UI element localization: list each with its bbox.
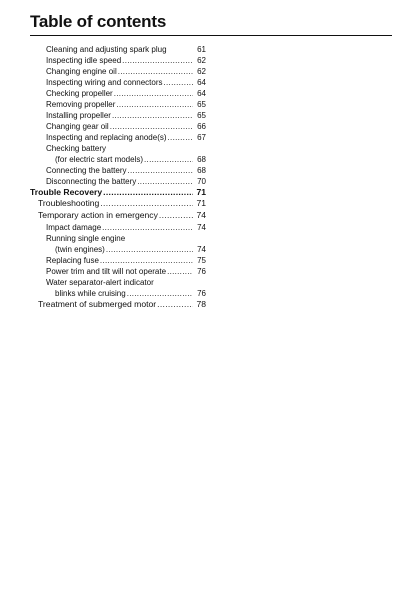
toc-entry-page-number: 64 [197, 78, 206, 87]
toc-entry-page-number: 76 [197, 266, 206, 276]
toc-entry-title: Inspecting idle speed [46, 56, 122, 65]
toc-entry-page-number: 68 [197, 155, 206, 164]
toc-entry-page-number: 70 [197, 177, 206, 186]
toc-entry[interactable] [30, 121, 206, 132]
toc-entry-title: Cleaning and adjusting spark plug [46, 45, 167, 54]
toc-entry-title: (twin engines) [55, 244, 105, 254]
toc-entry[interactable] [30, 198, 206, 210]
toc-leader-dots [112, 110, 193, 121]
toc-entry-title: Inspecting and replacing anode(s) [46, 133, 167, 142]
toc-entry[interactable] [30, 299, 206, 311]
toc-entry[interactable] [30, 88, 206, 99]
toc-entry[interactable] [30, 110, 206, 121]
toc-entry-title: blinks while cruising [55, 288, 126, 298]
toc-entry-title: Checking propeller [46, 89, 113, 98]
toc-entry[interactable] [30, 277, 206, 288]
toc-entry-title: Checking battery [46, 144, 107, 153]
toc-entry[interactable] [30, 154, 206, 165]
toc-entry-title: Power trim and tilt will not operate [46, 266, 167, 276]
toc-leader-dots [102, 222, 193, 233]
toc-entry-page-number: 66 [197, 122, 206, 131]
toc-entry-title: Removing propeller [46, 100, 116, 109]
toc-leader-dots [159, 210, 193, 222]
toc-entry-title: Inspecting wiring and connectors [46, 78, 163, 87]
toc-entry[interactable] [30, 176, 206, 187]
toc-leader-dots [157, 299, 193, 311]
page-title: Table of contents [30, 12, 167, 31]
toc-leader-dots [167, 266, 193, 277]
toc-entry[interactable] [30, 55, 206, 66]
table-of-contents [30, 44, 206, 310]
toc-entry-page-number: 74 [196, 210, 206, 220]
toc-entry-page-number: 75 [197, 255, 206, 265]
toc-entry[interactable] [30, 99, 206, 110]
toc-leader-dots [164, 77, 193, 88]
toc-entry-title: Treatment of submerged motor [38, 298, 157, 309]
toc-entry[interactable] [30, 210, 206, 222]
toc-entry-page-number: 65 [197, 100, 206, 109]
toc-entry-page-number: 74 [197, 244, 206, 254]
toc-entry-title: Changing engine oil [46, 67, 117, 76]
toc-leader-dots [116, 99, 193, 110]
toc-entry-title: Changing gear oil [46, 122, 109, 131]
toc-entry-title: Troubleshooting [38, 198, 100, 209]
toc-entry-page-number: 65 [197, 111, 206, 120]
toc-entry[interactable] [30, 165, 206, 176]
toc-leader-dots [168, 132, 193, 143]
toc-leader-dots [106, 244, 193, 255]
toc-entry-title: Temporary action in emergency [38, 210, 158, 220]
toc-entry-title: Running single engine [46, 233, 126, 243]
toc-entry-page-number: 67 [197, 133, 206, 142]
toc-leader-dots [128, 165, 194, 176]
toc-entry-page-number: 62 [197, 67, 206, 76]
toc-entry[interactable] [30, 255, 206, 266]
toc-leader-dots [127, 288, 193, 299]
toc-entry-title: Replacing fuse [46, 255, 99, 265]
toc-leader-dots [137, 176, 193, 187]
toc-entry-page-number: 78 [196, 298, 206, 309]
toc-entry[interactable] [30, 244, 206, 255]
toc-leader-dots [114, 88, 193, 99]
toc-entry[interactable] [30, 44, 206, 55]
toc-leader-dots [118, 66, 193, 77]
toc-entry-title: Impact damage [46, 222, 102, 232]
toc-entry[interactable] [30, 288, 206, 299]
toc-entry-title: Disconnecting the battery [46, 177, 137, 186]
toc-entry-title: Water separator-alert indicator [46, 277, 154, 287]
toc-entry-title: (for electric start models) [55, 155, 144, 164]
toc-leader-dots [110, 121, 193, 132]
toc-entry-page-number: 74 [197, 222, 206, 232]
toc-entry-title: Trouble Recovery [30, 187, 103, 197]
toc-entry[interactable] [30, 233, 206, 244]
toc-leader-dots [144, 154, 193, 165]
toc-entry-page-number: 76 [197, 288, 206, 298]
toc-entry[interactable] [30, 132, 206, 143]
toc-entry-title: Installing propeller [46, 111, 111, 120]
toc-leader-dots [103, 187, 193, 198]
toc-entry-page-number: 71 [196, 198, 206, 209]
toc-entry-page-number: 62 [197, 56, 206, 65]
toc-entry-page-number: 64 [197, 89, 206, 98]
toc-entry-page-number: 68 [197, 166, 206, 175]
toc-leader-dots [100, 198, 193, 210]
page-header [30, 12, 392, 36]
toc-leader-dots [100, 255, 193, 266]
toc-entry[interactable] [30, 222, 206, 233]
toc-entry[interactable] [30, 77, 206, 88]
toc-section-heading[interactable] [30, 187, 206, 198]
toc-leader-dots [122, 55, 193, 66]
toc-entry[interactable] [30, 266, 206, 277]
toc-entry-title: Connecting the battery [46, 166, 127, 175]
toc-entry-page-number: 71 [196, 187, 206, 197]
toc-entry[interactable] [30, 143, 206, 154]
toc-entry[interactable] [30, 66, 206, 77]
toc-entry-page-number: 61 [197, 45, 206, 54]
